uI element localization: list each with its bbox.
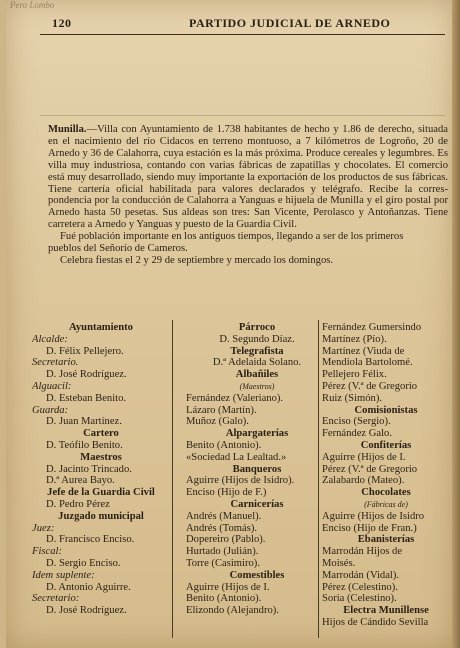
running-title: PARTIDO JUDICIAL DE ARNEDO	[189, 16, 391, 30]
role-label: Juez:	[32, 522, 55, 534]
section-heading: Juzgado municipal	[58, 510, 144, 522]
handwritten-note: Pero Lombo	[10, 0, 55, 10]
entry-line: Celebra fiestas el 2 y 29 de septiembre y mercado los domingos.	[60, 254, 334, 266]
section-heading: Jefe de la Guardia Civil	[47, 487, 155, 499]
listing-name: Martínez (Viuda de	[322, 345, 405, 357]
listing-name: Zalabardo (Mateo).	[322, 475, 405, 487]
section-heading: Cartero	[83, 428, 119, 440]
listing-name: Andrés (Tomás).	[186, 522, 258, 534]
role-label: Secretario.	[32, 357, 79, 369]
listing-name: D. José Rodríguez.	[46, 369, 127, 381]
listing-name: Martínez (Pío).	[322, 333, 387, 345]
section-subheading: (Fábricas de)	[364, 499, 408, 509]
listing-name: Pellejero Félix.	[322, 369, 387, 381]
listing-name: Pérez (Celestino).	[322, 581, 398, 593]
directory-columns	[32, 322, 454, 642]
section-heading: Electra Munillense	[343, 605, 429, 617]
entry-line: siendo muy importante la exportación de los productos de sus fábricas. Tiene	[48, 171, 449, 195]
listing-name: D. Sergio Enciso.	[46, 557, 121, 569]
section-heading: Banqueros	[232, 463, 282, 475]
entry-line: pondencia por la conducción de Calahorra a Yanguas e hijuela de Munilla y el	[48, 195, 383, 207]
entry-line: Guardia Civil.	[233, 219, 297, 231]
listing-name: D. Antonio Aguirre.	[46, 581, 131, 593]
entry-description	[48, 124, 448, 231]
entry-line: Perolasco y Antoñanzas. Tiene carretera a Arnedo y Yanguas y puesto de la	[48, 207, 448, 231]
listing-name: Hurtado (Julián).	[186, 546, 259, 558]
section-heading: Comisionistas	[354, 404, 418, 416]
listing-name: Fernández (Valeriano).	[186, 392, 284, 404]
section-heading: Párroco	[238, 322, 276, 333]
listing-name: D. José Rodríguez.	[46, 605, 127, 617]
listing-name: Aguirre (Hijos de Isidro).	[186, 475, 295, 487]
entry-line: giro postal por Arnedo hasta 50 pesetas. Sus aldeas son tres: San Vicente,	[48, 195, 449, 219]
section-heading: Chocolates	[361, 487, 411, 499]
listing-name: Dopereiro (Pablo).	[186, 534, 266, 546]
entry-line: de derecho, situada en el nacimiento del río Cidacos en terreno montuoso, a 7	[48, 124, 448, 147]
role-label: Fiscal:	[32, 546, 63, 558]
listing-name: Aguirre (Hijos de I.	[322, 451, 406, 463]
listing-name: Hijos de Cándido Sevilla	[322, 616, 429, 628]
section-subheading: (Maestros)	[239, 381, 275, 391]
role-label: Alcalde:	[32, 333, 68, 345]
listing-name: Andrés (Manuel).	[186, 510, 262, 522]
listing-name: D. Pedro Pérez	[46, 498, 110, 510]
directory-column-1	[32, 322, 170, 617]
entry-line: Fué población importante en los antiguos tiempos, llegando a ser de los primeros	[60, 231, 404, 243]
listing-name: Benito (Antonio).	[186, 439, 262, 451]
listing-name: Pérez (V.ª de Gregorio	[322, 463, 418, 475]
town-entry	[48, 124, 448, 267]
listing-name: Moisés.	[322, 557, 356, 569]
listing-name: «Sociedad La Lealtad.»	[186, 451, 287, 463]
section-heading: Albañiles	[235, 369, 279, 381]
section-heading: Maestros	[80, 451, 122, 463]
listing-name: Mendiola Bartolomé.	[322, 357, 413, 369]
role-label: Secretario:	[32, 593, 80, 605]
listing-name: Soria (Celestino).	[322, 593, 397, 605]
person-name: D. Segundo Díaz.	[219, 333, 295, 345]
entry-line: kilómetros de Logroño, 20 de Arnedo y 36 de Calahorra, cuya estación es la más	[48, 135, 449, 159]
entry-history	[48, 231, 448, 267]
section-heading: Confiterías	[360, 439, 412, 451]
town-name: Munilla.	[48, 124, 87, 135]
section-heading: Alpargaterías	[225, 428, 289, 440]
entry-line: cartería oficial habilitada para valores declarados y telégrafo. Recibe la corres-	[71, 183, 448, 195]
section-heading: Telegrafista	[230, 345, 284, 357]
listing-name: D.ª Aurea Bayo.	[46, 475, 115, 487]
section-heading: Comestibles	[229, 569, 285, 581]
listing-name: Marrodán Hijos de	[322, 546, 403, 558]
listing-name: D. Félix Pellejero.	[46, 345, 124, 357]
listing-name: Enciso (Hijo de Fran.)	[322, 522, 417, 534]
page-number: 120	[52, 16, 72, 30]
section-heading: Ebanisterías	[357, 534, 415, 546]
listing-name: Aguirre (Hijos de Isidro	[322, 510, 425, 522]
listing-name: Enciso (Hijo de F.)	[186, 487, 267, 499]
listing-name: D. Esteban Benito.	[46, 392, 127, 404]
directory-column-2	[172, 322, 342, 617]
listing-name: D. Jacinto Trincado.	[46, 463, 132, 475]
listing-name: Muñoz (Galo).	[186, 416, 249, 428]
listing-name: Fernández Galo.	[322, 428, 393, 440]
listing-name: Ruiz (Simón).	[322, 392, 383, 404]
directory-column-3	[318, 322, 454, 629]
listing-name: Aguirre (Hijos de I.	[186, 581, 270, 593]
page-header	[34, 12, 439, 32]
listing-name: Marrodán (Vidal).	[322, 569, 400, 581]
listing-name: Pérez (V.ª de Gregorio	[322, 380, 418, 392]
listing-name: D. Teófilo Benito.	[46, 439, 123, 451]
role-label: Idem suplente:	[32, 569, 95, 581]
person-name: D.ª Adelaida Solano.	[212, 357, 302, 369]
listing-name: Enciso (Sergio).	[322, 416, 391, 428]
entry-line: varias fábricas de zapatillas y chocolates. El comercio está muy desarrollado,	[48, 159, 448, 183]
role-label: Alguacil:	[32, 380, 72, 392]
listing-name: Lázaro (Martín).	[186, 404, 257, 416]
listing-name: D. Francisco Enciso.	[46, 534, 135, 546]
entry-line: pueblos del Señorío de Cameros.	[48, 243, 188, 255]
blank-area	[40, 40, 445, 116]
entry-line: —Villa con Ayuntamiento de 1.738 habitantes de hecho y 1.86	[86, 124, 361, 135]
role-label: Guarda:	[32, 404, 69, 416]
listing-name: D. Juan Martínez.	[46, 416, 122, 428]
listing-name: Torre (Casimiro).	[186, 557, 260, 569]
section-heading: Ayuntamiento	[69, 322, 133, 333]
header-rule	[40, 34, 445, 35]
listing-name: Benito (Antonio).	[186, 593, 262, 605]
section-heading: Carnicerías	[230, 498, 284, 510]
entry-line: próxima. Produce cereales y legumbres. Es villa muy industriosa, contando con	[48, 147, 448, 171]
listing-name: Fernández Gumersindo	[322, 322, 422, 333]
listing-name: Elizondo (Alejandro).	[186, 605, 279, 617]
